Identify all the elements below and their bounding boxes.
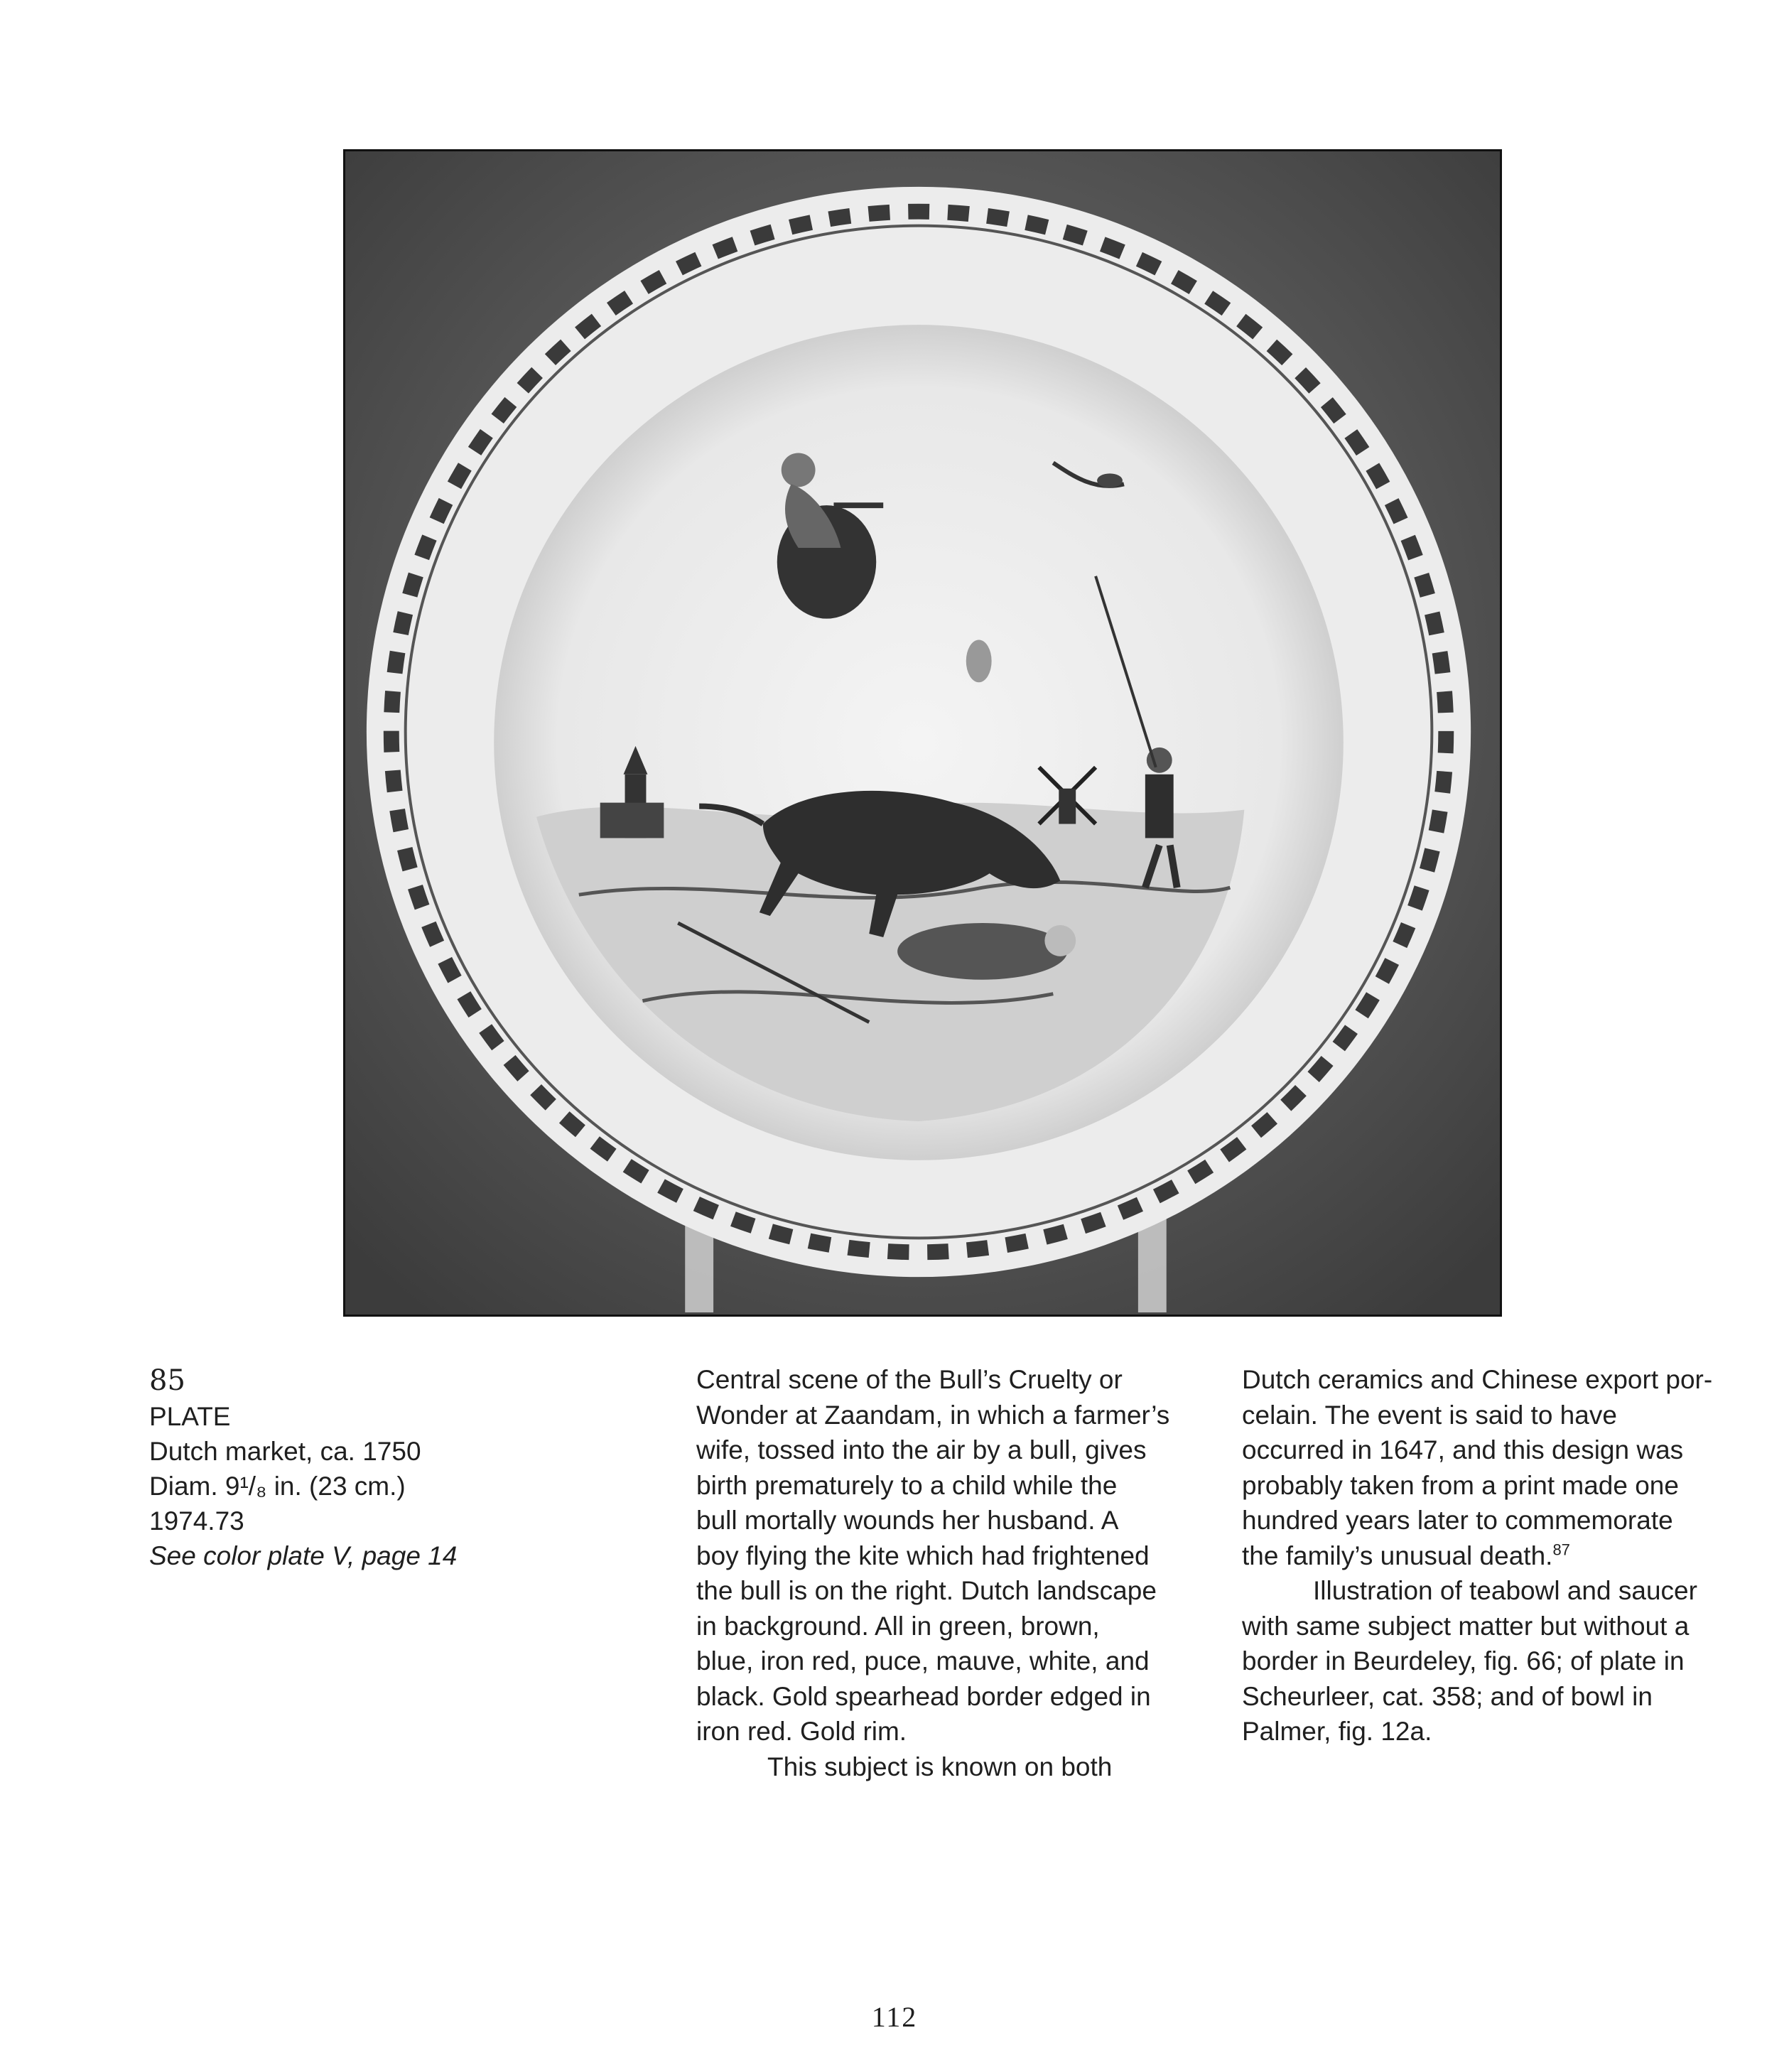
- text-line: Illustration of teabowl and saucer: [1313, 1576, 1697, 1605]
- text-line: birth prematurely to a child while the: [696, 1470, 1118, 1500]
- text-line: occurred in 1647, and this design was: [1242, 1435, 1684, 1464]
- text-line: hundred years later to commemorate: [1242, 1506, 1673, 1535]
- plate-image: [345, 151, 1500, 1315]
- text-line: with same subject matter but without a: [1242, 1611, 1690, 1641]
- plate-photograph: [343, 149, 1502, 1317]
- catalogue-caption: [149, 1362, 519, 1573]
- accession-number: 1974.73: [149, 1506, 244, 1536]
- text-line: boy flying the kite which had frightened: [696, 1540, 1150, 1570]
- diameter: Diam. 9¹/₈ in. (23 cm.): [149, 1472, 406, 1501]
- text-line: black. Gold spearhead border edged in: [696, 1681, 1151, 1711]
- text-line: in background. All in green, brown,: [696, 1611, 1100, 1641]
- child-figure: [966, 640, 992, 682]
- footnote-marker: 87: [1552, 1540, 1570, 1559]
- object-type: PLATE: [149, 1402, 231, 1431]
- text-line: celain. The event is said to have: [1242, 1400, 1617, 1430]
- text-line: wife, tossed into the air by a bull, gives: [696, 1435, 1147, 1464]
- text-line: probably taken from a print made one: [1242, 1470, 1679, 1500]
- text-line: This subject is known on both: [767, 1752, 1113, 1781]
- kite-boy-figure: [1145, 775, 1174, 838]
- market-date: Dutch market, ca. 1750: [149, 1437, 421, 1466]
- text-line: blue, iron red, puce, mauve, white, and: [696, 1646, 1150, 1676]
- text-line: the bull is on the right. Dutch landscape: [696, 1576, 1157, 1605]
- text-line-with-footnote: [1242, 1538, 1704, 1574]
- text-line: Dutch ceramics and Chinese export por-: [1242, 1365, 1713, 1394]
- text-line: Central scene of the Bull’s Cruelty or: [696, 1365, 1123, 1394]
- text-line: iron red. Gold rim.: [696, 1717, 907, 1746]
- color-plate-reference: See color plate V, page 14: [149, 1541, 458, 1570]
- husband-figure: [897, 923, 1067, 980]
- text-line: border in Beurdeley, fig. 66; of plate in: [1242, 1646, 1685, 1676]
- page-number: 112: [871, 2001, 918, 2033]
- catalogue-number: 85: [149, 1364, 185, 1397]
- description-column-2: [1242, 1362, 1713, 1749]
- text-line: Scheurleer, cat. 358; and of bowl in: [1242, 1681, 1653, 1711]
- text-line: the family’s unusual death.: [1242, 1540, 1553, 1570]
- text-line: bull mortally wounds her husband. A: [696, 1506, 1119, 1535]
- description-column-1: [696, 1362, 1170, 1784]
- text-line: Wonder at Zaandam, in which a farmer’s: [696, 1400, 1170, 1430]
- text-line: Palmer, fig. 12a.: [1242, 1717, 1432, 1746]
